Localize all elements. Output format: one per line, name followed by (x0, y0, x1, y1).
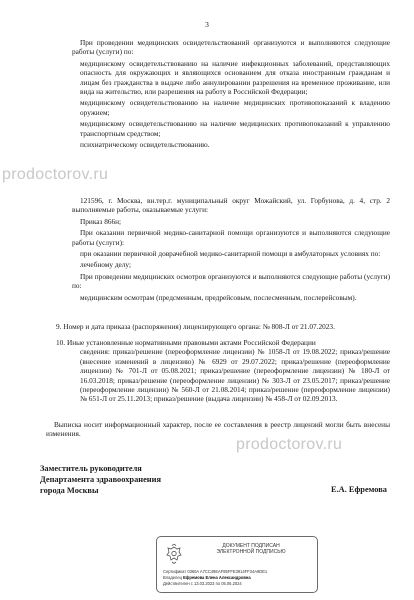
stamp-heading-line: ЭЛЕКТРОННОЙ ПОДПИСЬЮ (216, 549, 286, 556)
medical-examinations-block (72, 38, 390, 151)
paragraph: медицинскому освидетельствованию на наличие медицинских противопоказаний к управлению транспортным средством; (80, 119, 390, 138)
stamp-owner (163, 575, 251, 580)
order-line: Приказ 866н; (80, 216, 122, 226)
stamp-validity (163, 581, 242, 586)
signatory-title-line: Заместитель руководителя (40, 464, 142, 473)
address-block (72, 196, 390, 304)
stamp-certificate (163, 569, 267, 574)
page-number: 3 (205, 20, 209, 29)
stamp-validity-label: Действителен (163, 581, 190, 586)
item-10-details: сведения: приказ/решение (переоформление лицензии) № 1058-Л от 19.08.2022; приказ/решение (внесение изменений в лицензию) № 6929 от 29.07.2022; приказ/решение (переоформление лицензии) № 701-Л от 05.08.2021; приказ/решение (переоформление лицензии) № 180-Л от 16.03.2018; приказ/решение (переоформление лицензии) № 303-Л от 23.05.2017; приказ/решение (переоформление лицензии) № 560-Л от 21.08.2014; приказ/решение (переоформление лицензии) № 651-Л от 25.11.2013; приказ/решение (выдача лицензии) № 458-Л от 02.09.2013. (80, 347, 390, 404)
signatory-title (40, 463, 161, 496)
stamp-certificate-value: 0360A A7CC49EAF85FFE3914FF34A9DE1 (187, 569, 268, 574)
item-10-first-line: 10. Иные установленные нормативными правовыми актами Российской Федерации (56, 338, 316, 347)
item-10-other-info (56, 338, 390, 404)
signatory-title-line: Департамента здравоохранения (40, 475, 161, 484)
signatory-name: Е.А. Ефремова (331, 485, 387, 494)
stamp-validity-value: с 13.03.2023 по 05.06.2024 (190, 581, 242, 586)
paragraph: медицинскому освидетельствованию на наличие медицинских противопоказаний к владению оружием; (80, 98, 390, 117)
stamp-owner-label: Владелец (163, 575, 182, 580)
stamp-certificate-label: Сертификат (163, 569, 187, 574)
paragraph: психиатрическому освидетельствованию. (80, 140, 210, 150)
paragraph: медицинскому освидетельствованию на наличие инфекционных заболеваний, представляющих опасность для окружающих и являющихся основанием для отказа иностранным гражданам и лицам без гражданства в выдаче либо аннулировании разрешения на временное проживание, или вида на жительство, или разрешения на работу в Российской Федерации; (80, 58, 390, 97)
watermark-text: prodoctorov.ru (236, 436, 343, 453)
watermark-text: prodoctorov.ru (2, 166, 109, 183)
item-9-order-number: 9. Номер и дата приказа (распоряжения) лицензирующего органа: № 808-Л от 21.07.2023. (56, 322, 335, 331)
coat-of-arms-icon (163, 543, 185, 565)
address-paragraph: 121596, г. Москва, вн.тер.г. муниципальный округ Можайский, ул. Горбунова, д. 4, стр. 2 выполняемые работы, оказываемые услуги: (72, 196, 390, 215)
stamp-heading (193, 543, 309, 555)
paragraph: при оказании первичной доврачебной медико-санитарной помощи в амбулаторных условиях по: (80, 249, 381, 259)
stamp-owner-value: Ефремова Елена Александровна (183, 575, 251, 580)
stamp-heading-line: ДОКУМЕНТ ПОДПИСАН (222, 543, 280, 549)
signatory-title-line: города Москвы (40, 486, 99, 495)
paragraph: При оказании первичной медико-санитарной помощи организуются и выполняются следующие работы (услуги): (72, 228, 390, 247)
paragraph: При проведении медицинских освидетельствований организуются и выполняются следующие работы (услуги) по: (72, 38, 390, 57)
paragraph: медицинским осмотрам (предсменным, предрейсовым, послесменным, послерейсовым). (80, 292, 357, 302)
disclaimer-text: Выписка носит информационный характер, после ее составления в реестр лицензий могли быть внесены изменения. (46, 420, 390, 439)
paragraph: лечебному делу; (80, 260, 131, 270)
electronic-signature-stamp (156, 536, 318, 593)
paragraph: При проведении медицинских осмотров организуются и выполняются следующие работы (услуги) по: (72, 271, 390, 291)
